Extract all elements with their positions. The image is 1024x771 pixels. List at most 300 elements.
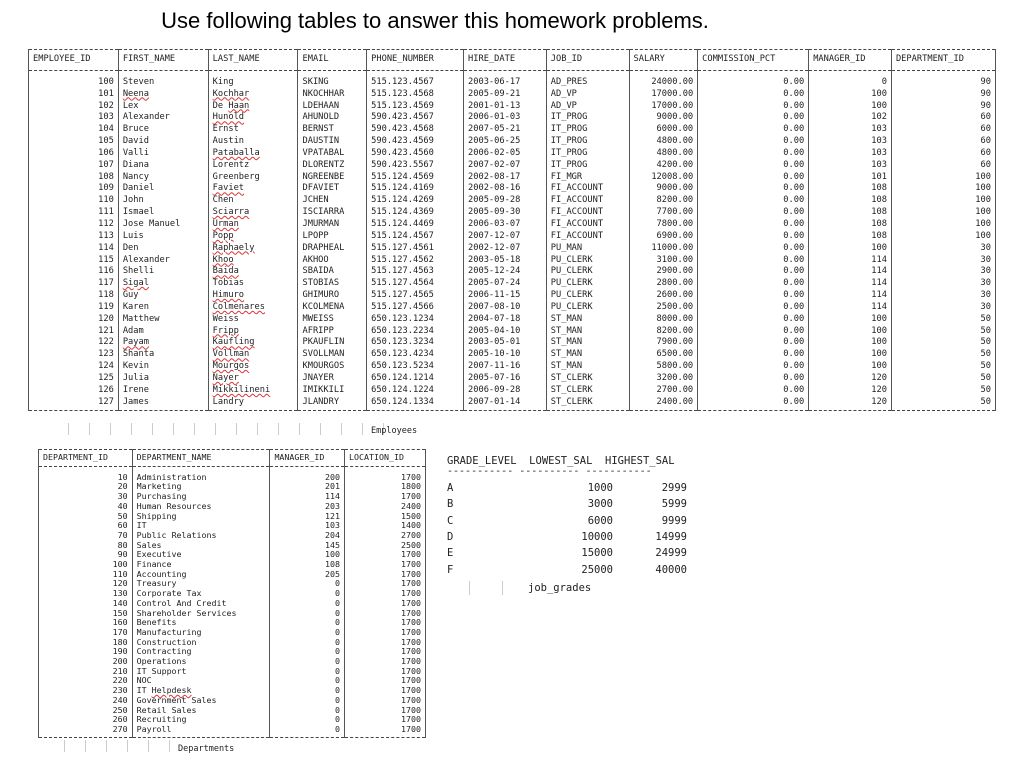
table-cell: 145 — [270, 541, 345, 551]
table-cell: PU_CLERK — [546, 255, 629, 267]
table-cell: Tobias — [208, 278, 298, 290]
table-cell: 6900.00 — [629, 231, 698, 243]
table-cell: Guy — [118, 290, 208, 302]
table-cell: 50 — [891, 314, 995, 326]
table-cell: 590.423.4560 — [367, 148, 464, 160]
table-cell: 10 — [39, 466, 133, 482]
table-cell: Executive — [132, 550, 270, 560]
employees-sheet-tabs — [48, 423, 384, 435]
table-cell: PKAUFLIN — [298, 337, 367, 349]
table-cell: 50 — [891, 349, 995, 361]
table-cell: SKING — [298, 70, 367, 88]
table-cell: KMOURGOS — [298, 361, 367, 373]
table-cell: Sales — [132, 541, 270, 551]
table-row — [29, 302, 996, 314]
table-cell: Sciarra — [208, 207, 298, 219]
table-row — [29, 207, 996, 219]
table-cell: 150 — [39, 609, 133, 619]
table-cell: 9000.00 — [629, 183, 698, 195]
table-cell: 60 — [891, 112, 995, 124]
table-cell: 50 — [891, 373, 995, 385]
table-cell: 203 — [270, 502, 345, 512]
table-row — [39, 696, 426, 706]
table-row — [39, 628, 426, 638]
table-cell: SVOLLMAN — [298, 349, 367, 361]
table-cell: AHUNOLD — [298, 112, 367, 124]
table-cell: 103 — [809, 160, 892, 172]
table-cell: Ernst — [208, 124, 298, 136]
table-cell: 2600.00 — [629, 290, 698, 302]
table-cell: Landry — [208, 397, 298, 411]
table-cell: 250 — [39, 706, 133, 716]
column-header: MANAGER_ID — [809, 50, 892, 71]
table-cell: 6000 — [587, 514, 613, 527]
table-cell: 0.00 — [698, 136, 809, 148]
table-cell: 90 — [891, 70, 995, 88]
table-cell: 0.00 — [698, 361, 809, 373]
table-cell: 140 — [39, 599, 133, 609]
table-cell: 7900.00 — [629, 337, 698, 349]
table-cell: Baida — [208, 266, 298, 278]
table-cell: 50 — [891, 397, 995, 411]
table-cell: PU_CLERK — [546, 302, 629, 314]
table-cell: 3200.00 — [629, 373, 698, 385]
table-row — [39, 502, 426, 512]
table-cell: 515.124.4567 — [367, 231, 464, 243]
table-cell: 205 — [270, 570, 345, 580]
table-cell: A — [447, 482, 454, 495]
table-cell: 117 — [29, 278, 119, 290]
table-cell: Contracting — [132, 647, 270, 657]
table-cell: 0.00 — [698, 160, 809, 172]
employees-caption: Employees — [371, 426, 418, 436]
table-cell: ST_MAN — [546, 337, 629, 349]
table-cell: 515.124.4469 — [367, 219, 464, 231]
table-cell: 121 — [29, 326, 119, 338]
table-cell: 5999 — [661, 498, 687, 511]
table-cell: 118 — [29, 290, 119, 302]
table-cell: 515.124.4269 — [367, 195, 464, 207]
table-cell: 2005-09-30 — [464, 207, 547, 219]
table-cell: ST_CLERK — [546, 385, 629, 397]
table-cell: NKOCHHAR — [298, 89, 367, 101]
table-cell: 2700 — [345, 531, 426, 541]
table-cell: 119 — [29, 302, 119, 314]
table-cell: 0.00 — [698, 385, 809, 397]
table-cell: 120 — [809, 397, 892, 411]
table-row — [29, 397, 996, 411]
table-row — [29, 231, 996, 243]
table-cell: 90 — [39, 550, 133, 560]
table-cell: 0.00 — [698, 172, 809, 184]
table-cell: 590.423.4569 — [367, 136, 464, 148]
table-row — [39, 618, 426, 628]
departments-header-row — [39, 450, 426, 467]
table-cell: 30 — [891, 278, 995, 290]
table-row — [29, 373, 996, 385]
table-cell: 1700 — [345, 638, 426, 648]
table-cell: Ismael — [118, 207, 208, 219]
table-cell: 113 — [29, 231, 119, 243]
table-cell: 60 — [891, 136, 995, 148]
table-row — [39, 482, 426, 492]
table-cell: 100 — [891, 195, 995, 207]
table-row — [39, 609, 426, 619]
job-grades-body — [447, 480, 707, 578]
column-header: DEPARTMENT_NAME — [132, 450, 270, 467]
table-cell: 0 — [270, 667, 345, 677]
table-row — [29, 385, 996, 397]
table-cell: 0.00 — [698, 219, 809, 231]
table-cell: Steven — [118, 70, 208, 88]
table-cell: ISCIARRA — [298, 207, 367, 219]
table-cell: Raphaely — [208, 243, 298, 255]
departments-body — [39, 466, 426, 737]
table-cell: Human Resources — [132, 502, 270, 512]
table-cell: 0.00 — [698, 266, 809, 278]
table-cell: 0.00 — [698, 148, 809, 160]
table-cell: 50 — [891, 326, 995, 338]
table-cell: 0.00 — [698, 314, 809, 326]
table-cell: 6500.00 — [629, 349, 698, 361]
table-cell: Urman — [208, 219, 298, 231]
table-cell: 0 — [270, 676, 345, 686]
table-cell: 2007-05-21 — [464, 124, 547, 136]
table-cell: Kaufling — [208, 337, 298, 349]
table-cell: 2005-04-10 — [464, 326, 547, 338]
table-cell: 15000 — [581, 547, 613, 560]
table-cell: 2007-01-14 — [464, 397, 547, 411]
table-cell: Lorentz — [208, 160, 298, 172]
table-cell: 2007-12-07 — [464, 231, 547, 243]
job-grades-table — [447, 453, 707, 596]
table-cell: 0.00 — [698, 255, 809, 267]
table-cell: 590.423.4567 — [367, 112, 464, 124]
table-row — [447, 496, 707, 512]
table-cell: Khoo — [208, 255, 298, 267]
table-cell: 101 — [809, 172, 892, 184]
table-cell: 0.00 — [698, 124, 809, 136]
table-cell: 1700 — [345, 492, 426, 502]
table-row — [29, 160, 996, 172]
table-cell: B — [447, 498, 454, 511]
job-grades-header: GRADE_LEVEL LOWEST_SAL HIGHEST_SAL — [447, 454, 675, 467]
table-cell: Faviet — [208, 183, 298, 195]
table-cell: 8200.00 — [629, 326, 698, 338]
table-row — [39, 589, 426, 599]
table-cell: 0.00 — [698, 101, 809, 113]
table-row — [29, 361, 996, 373]
table-cell: 1700 — [345, 466, 426, 482]
table-cell: 0.00 — [698, 195, 809, 207]
table-cell: Construction — [132, 638, 270, 648]
table-cell: 200 — [39, 657, 133, 667]
column-header: FIRST_NAME — [118, 50, 208, 71]
table-cell: 0.00 — [698, 231, 809, 243]
table-row — [29, 314, 996, 326]
table-cell: 1700 — [345, 725, 426, 737]
table-cell: 100 — [891, 172, 995, 184]
table-cell: 1700 — [345, 589, 426, 599]
table-cell: 100 — [809, 314, 892, 326]
job-grades-header-row — [447, 453, 707, 468]
table-cell: 103 — [809, 124, 892, 136]
table-row — [29, 219, 996, 231]
table-cell: LDEHAAN — [298, 101, 367, 113]
table-cell: 2006-11-15 — [464, 290, 547, 302]
table-row — [29, 266, 996, 278]
table-cell: 650.123.5234 — [367, 361, 464, 373]
table-cell: 0.00 — [698, 302, 809, 314]
table-cell: 2007-11-16 — [464, 361, 547, 373]
table-cell: 515.127.4564 — [367, 278, 464, 290]
table-cell: 2004-07-18 — [464, 314, 547, 326]
column-header: EMPLOYEE_ID — [29, 50, 119, 71]
table-cell: 14999 — [655, 531, 687, 544]
table-cell: 123 — [29, 349, 119, 361]
table-row — [29, 70, 996, 88]
table-cell: 102 — [29, 101, 119, 113]
table-cell: 114 — [809, 278, 892, 290]
table-cell: Manufacturing — [132, 628, 270, 638]
table-cell: 106 — [29, 148, 119, 160]
table-row — [447, 529, 707, 545]
table-cell: Julia — [118, 373, 208, 385]
table-cell: 30 — [891, 243, 995, 255]
table-row — [39, 466, 426, 482]
table-cell: DFAVIET — [298, 183, 367, 195]
table-cell: 108 — [809, 195, 892, 207]
table-cell: 0.00 — [698, 349, 809, 361]
table-cell: 1700 — [345, 696, 426, 706]
table-cell: 100 — [891, 207, 995, 219]
table-cell: 108 — [809, 183, 892, 195]
table-cell: Shanta — [118, 349, 208, 361]
table-cell: 650.123.2234 — [367, 326, 464, 338]
table-cell: 2007-02-07 — [464, 160, 547, 172]
table-row — [39, 579, 426, 589]
table-cell: 0.00 — [698, 112, 809, 124]
table-cell: Shareholder Services — [132, 609, 270, 619]
table-cell: 0.00 — [698, 290, 809, 302]
departments-sheet-tabs — [44, 740, 170, 752]
table-row — [39, 725, 426, 737]
table-cell: David — [118, 136, 208, 148]
table-cell: VPATABAL — [298, 148, 367, 160]
table-cell: 108 — [809, 219, 892, 231]
table-cell: Operations — [132, 657, 270, 667]
table-cell: ST_CLERK — [546, 397, 629, 411]
column-header: COMMISSION_PCT — [698, 50, 809, 71]
table-cell: 60 — [891, 124, 995, 136]
table-cell: AD_VP — [546, 89, 629, 101]
table-cell: Sigal — [118, 278, 208, 290]
table-cell: 114 — [809, 302, 892, 314]
table-cell: F — [447, 563, 454, 576]
table-cell: 0.00 — [698, 326, 809, 338]
table-cell: 24000.00 — [629, 70, 698, 88]
table-cell: Treasury — [132, 579, 270, 589]
table-cell: MWEISS — [298, 314, 367, 326]
table-cell: 116 — [29, 266, 119, 278]
table-cell: 100 — [809, 361, 892, 373]
table-cell: 0 — [270, 706, 345, 716]
table-cell: 1700 — [345, 609, 426, 619]
table-cell: 127 — [29, 397, 119, 411]
table-cell: Himuro — [208, 290, 298, 302]
table-cell: 2500 — [345, 541, 426, 551]
table-cell: 1700 — [345, 599, 426, 609]
table-cell: Valli — [118, 148, 208, 160]
table-cell: 515.127.4565 — [367, 290, 464, 302]
table-row — [29, 172, 996, 184]
table-cell: 2005-07-24 — [464, 278, 547, 290]
table-cell: Irene — [118, 385, 208, 397]
table-row — [447, 561, 707, 577]
table-cell: 7700.00 — [629, 207, 698, 219]
table-cell: 100 — [809, 101, 892, 113]
table-cell: 50 — [39, 512, 133, 522]
table-cell: 515.127.4566 — [367, 302, 464, 314]
table-cell: JMURMAN — [298, 219, 367, 231]
table-cell: Finance — [132, 560, 270, 570]
table-cell: Diana — [118, 160, 208, 172]
table-cell: 2006-03-07 — [464, 219, 547, 231]
table-cell: Nayer — [208, 373, 298, 385]
table-row — [29, 183, 996, 195]
table-row — [39, 676, 426, 686]
table-cell: Mourgos — [208, 361, 298, 373]
table-cell: Public Relations — [132, 531, 270, 541]
table-cell: 120 — [809, 385, 892, 397]
table-cell: 2001-01-13 — [464, 101, 547, 113]
table-cell: 8200.00 — [629, 195, 698, 207]
table-cell: 1700 — [345, 570, 426, 580]
table-cell: 0 — [270, 715, 345, 725]
table-row — [39, 667, 426, 677]
table-cell: Nancy — [118, 172, 208, 184]
table-cell: Payam — [118, 337, 208, 349]
table-cell: 0.00 — [698, 70, 809, 88]
table-cell: 515.127.4561 — [367, 243, 464, 255]
table-cell: Luis — [118, 231, 208, 243]
table-cell: NGREENBE — [298, 172, 367, 184]
table-cell: Alexander — [118, 112, 208, 124]
table-cell: Corporate Tax — [132, 589, 270, 599]
table-cell: 3000 — [587, 498, 613, 511]
table-cell: Pataballa — [208, 148, 298, 160]
table-cell: 1400 — [345, 521, 426, 531]
table-cell: 0 — [270, 696, 345, 706]
table-cell: 1700 — [345, 647, 426, 657]
table-cell: 100 — [809, 89, 892, 101]
table-cell: 515.123.4567 — [367, 70, 464, 88]
table-cell: 2006-02-05 — [464, 148, 547, 160]
table-cell: IMIKKILI — [298, 385, 367, 397]
table-cell: Lex — [118, 101, 208, 113]
table-cell: 40 — [39, 502, 133, 512]
table-row — [39, 541, 426, 551]
table-cell: 107 — [29, 160, 119, 172]
table-cell: 650.124.1224 — [367, 385, 464, 397]
table-cell: 2002-08-16 — [464, 183, 547, 195]
table-cell: 40000 — [655, 563, 687, 576]
table-cell: 50 — [891, 361, 995, 373]
table-cell: Marketing — [132, 482, 270, 492]
table-cell: LPOPP — [298, 231, 367, 243]
table-row — [39, 657, 426, 667]
table-cell: IT_PROG — [546, 148, 629, 160]
table-cell: 110 — [29, 195, 119, 207]
table-cell: Government Sales — [132, 696, 270, 706]
table-row — [39, 715, 426, 725]
table-row — [29, 349, 996, 361]
table-cell: 2005-09-28 — [464, 195, 547, 207]
table-cell: 2999 — [661, 482, 687, 495]
table-cell: 111 — [29, 207, 119, 219]
table-cell: 108 — [809, 207, 892, 219]
table-cell: 160 — [39, 618, 133, 628]
table-cell: 104 — [29, 124, 119, 136]
table-cell: 3100.00 — [629, 255, 698, 267]
table-row — [39, 512, 426, 522]
table-cell: 0 — [270, 657, 345, 667]
table-cell: 0 — [270, 647, 345, 657]
table-row — [29, 243, 996, 255]
table-cell: 12008.00 — [629, 172, 698, 184]
table-cell: 0.00 — [698, 337, 809, 349]
table-cell: 100 — [39, 560, 133, 570]
table-cell: Kochhar — [208, 89, 298, 101]
table-cell: 515.124.4169 — [367, 183, 464, 195]
table-cell: Greenberg — [208, 172, 298, 184]
table-row — [29, 136, 996, 148]
table-cell: PU_MAN — [546, 243, 629, 255]
table-cell: 101 — [29, 89, 119, 101]
table-cell: 121 — [270, 512, 345, 522]
table-row — [29, 112, 996, 124]
departments-caption: Departments — [178, 744, 235, 754]
table-cell: 220 — [39, 676, 133, 686]
table-cell: AKHOO — [298, 255, 367, 267]
table-cell: 9000.00 — [629, 112, 698, 124]
table-cell: 1500 — [345, 512, 426, 522]
table-row — [29, 326, 996, 338]
table-cell: 2003-05-01 — [464, 337, 547, 349]
table-cell: 100 — [29, 70, 119, 88]
table-cell: James — [118, 397, 208, 411]
table-cell: 0 — [270, 579, 345, 589]
table-cell: 0.00 — [698, 243, 809, 255]
table-cell: 650.123.3234 — [367, 337, 464, 349]
table-cell: 103 — [270, 521, 345, 531]
table-row — [29, 255, 996, 267]
table-cell: 120 — [809, 373, 892, 385]
table-cell: 60 — [891, 148, 995, 160]
table-row — [447, 545, 707, 561]
table-cell: 240 — [39, 696, 133, 706]
table-cell: IT_PROG — [546, 124, 629, 136]
employees-header-row — [29, 50, 996, 71]
table-cell: ST_MAN — [546, 314, 629, 326]
table-cell: 200 — [270, 466, 345, 482]
column-header: JOB_ID — [546, 50, 629, 71]
table-cell: Recruiting — [132, 715, 270, 725]
column-header: DEPARTMENT_ID — [891, 50, 995, 71]
table-cell: 1700 — [345, 628, 426, 638]
table-cell: 100 — [809, 326, 892, 338]
table-cell: 6000.00 — [629, 124, 698, 136]
